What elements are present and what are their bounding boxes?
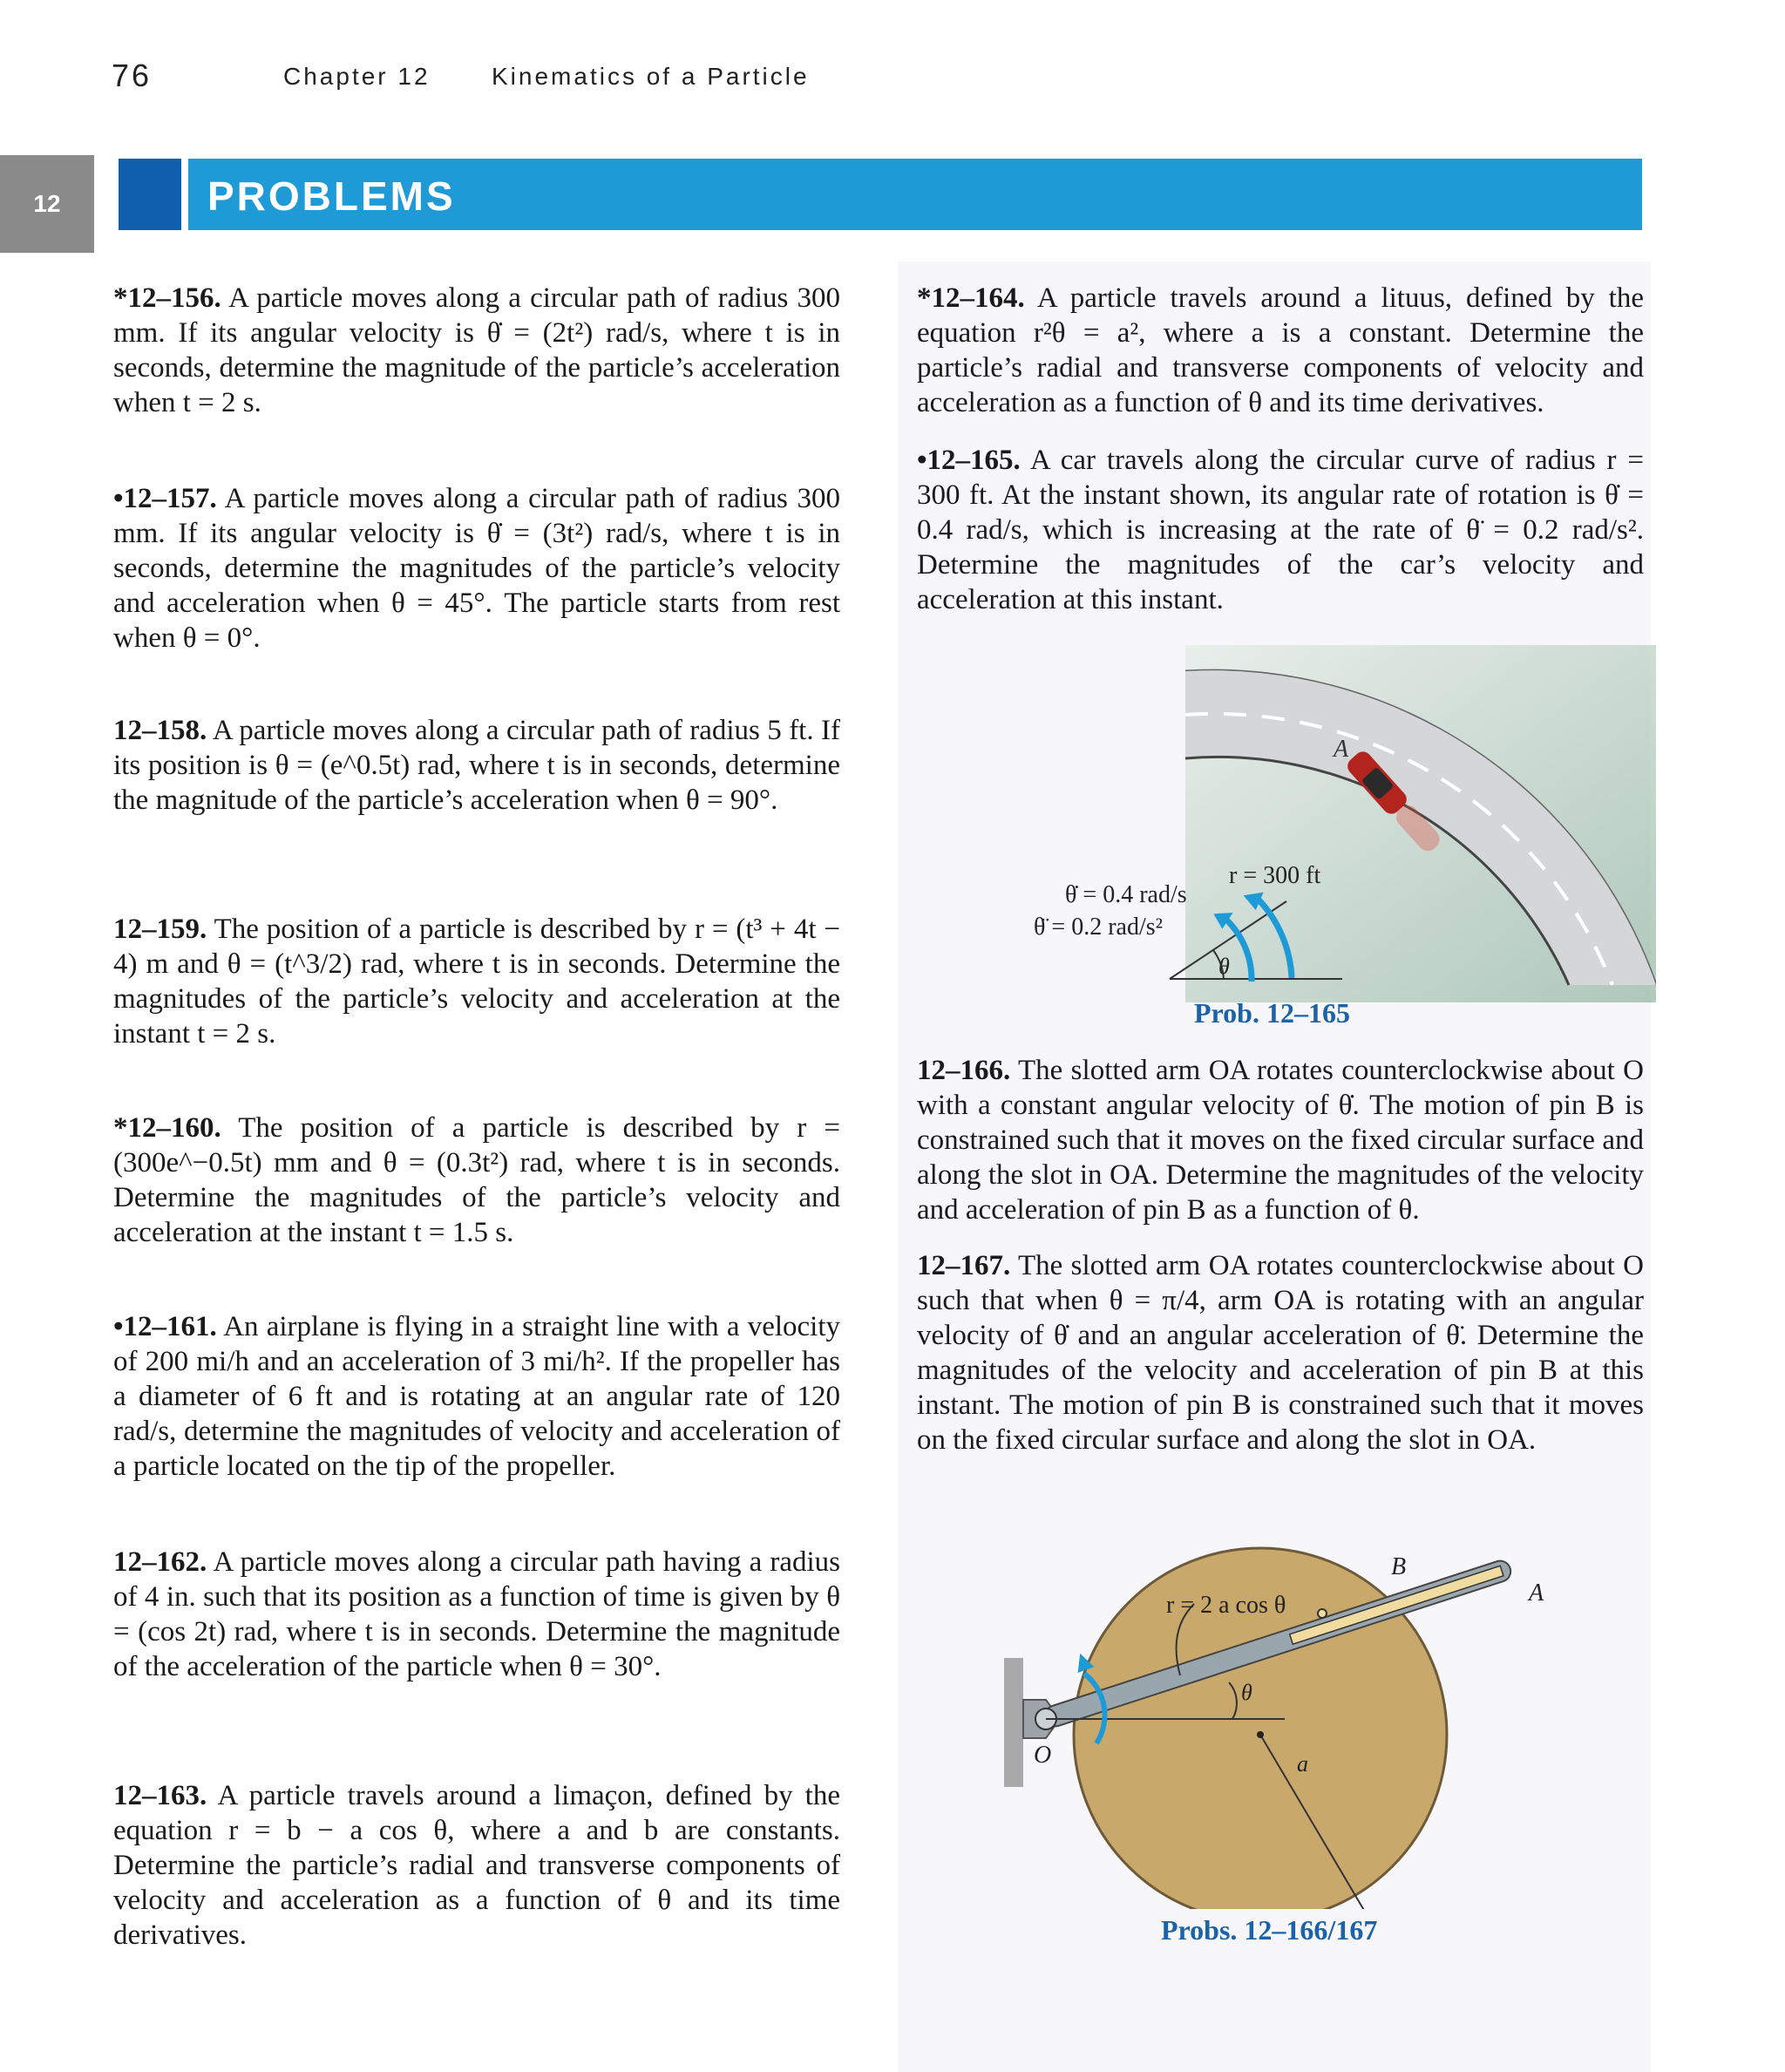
- label-radius: r = 300 ft: [1229, 862, 1321, 889]
- problem-text: A particle moves along a circular path of radius 300 mm. If its angular velocity is θ̇ = (2t²) rad/s, where t is in seconds, determine the magnitude of the particle’s acceleration when t = 2 s.: [113, 282, 840, 418]
- label-thetadot: θ̇ = 0.4 rad/s: [1065, 881, 1187, 908]
- pin-B: [1318, 1609, 1327, 1618]
- banner-accent: [119, 159, 181, 230]
- problem-text: An airplane is flying in a straight line with a velocity of 200 mi/h and an acceleration of 3 mi/h². If the propeller has a diameter of 6 ft and is rotating at an angular rate of 120 rad/s, determine the magnitudes of velocity and acceleration of a particle located on the tip of the propeller.: [113, 1311, 840, 1482]
- problem-12-159: [113, 912, 840, 1051]
- problem-12-156: [113, 281, 840, 420]
- problem-number: •12–165.: [917, 445, 1021, 476]
- label-thetaddot: θ̈ = 0.2 rad/s²: [1034, 914, 1164, 941]
- problem-number: •12–161.: [113, 1311, 217, 1342]
- label-A: A: [1529, 1579, 1544, 1607]
- label-theta: θ: [1218, 954, 1230, 979]
- figure-166-caption: Probs. 12–166/167: [1161, 1914, 1378, 1946]
- label-a: a: [1297, 1751, 1308, 1776]
- problem-12-158: [113, 713, 840, 818]
- problem-12-166: [917, 1053, 1644, 1227]
- problem-number: 12–167.: [917, 1250, 1011, 1281]
- figure-12-165: [1011, 636, 1656, 1002]
- problem-number: *12–156.: [113, 282, 221, 314]
- problem-12-165: [917, 443, 1644, 617]
- figure-165-caption: Prob. 12–165: [1194, 997, 1350, 1029]
- problem-text: The slotted arm OA rotates counterclockwise about O such that when θ = π/4, arm OA is rotating with an angular velocity of θ̇ and an angular acceleration of θ̈. Determine the magnitudes of the velocity and acceleration of pin B at this instant. The motion of pin B is constrained such that it moves on the fixed circular surface and along the slot in OA.: [917, 1250, 1644, 1456]
- problem-number: 12–159.: [113, 914, 207, 945]
- problem-text: A particle moves along a circular path of radius 300 mm. If its angular velocity is θ̇ = (3t²) rad/s, where t is in seconds, determine the magnitudes of the particle’s velocity and acceleration when θ = 45°. The particle starts from rest when θ = 0°.: [113, 483, 840, 654]
- wall-support: [1004, 1658, 1023, 1787]
- section-title: PROBLEMS: [207, 173, 456, 219]
- problem-number: 12–158.: [113, 715, 207, 746]
- disk-center: [1257, 1731, 1264, 1738]
- problem-text: The slotted arm OA rotates counterclockwise about O with a constant angular velocity of θ̇. The motion of pin B is constrained such that it moves on the fixed circular surface and along the slot in OA. Determine the magnitudes of the velocity and acceleration of pin B as a function of θ.: [917, 1055, 1644, 1226]
- problem-12-167: [917, 1248, 1644, 1457]
- label-B: B: [1391, 1553, 1407, 1580]
- figure-12-166-167: [994, 1525, 1551, 1909]
- problem-number: 12–162.: [113, 1546, 207, 1578]
- chapter-title: Kinematics of a Particle: [492, 63, 810, 90]
- problem-12-161: [113, 1309, 840, 1484]
- problem-number: 12–166.: [917, 1055, 1011, 1086]
- label-theta: θ: [1241, 1680, 1252, 1705]
- problem-12-160: [113, 1111, 840, 1250]
- problem-12-162: [113, 1545, 840, 1684]
- chapter-label: Chapter 12: [283, 63, 431, 90]
- problem-number: •12–157.: [113, 483, 217, 514]
- problem-text: A particle travels around a lituus, defined by the equation r²θ = a², where a is a constant. Determine the particle’s radial and transverse components of velocity and acceleration as a function of θ and its time derivatives.: [917, 282, 1644, 418]
- problem-text: The position of a particle is described by r = (300e^−0.5t) mm and θ = (0.3t²) rad, where t is in seconds. Determine the magnitudes of the particle’s velocity and acceleration at the instant t = 1.5 s.: [113, 1112, 840, 1248]
- label-r: r = 2 a cos θ: [1166, 1592, 1286, 1619]
- problem-text: A car travels along the circular curve of radius r = 300 ft. At the instant shown, its angular rate of rotation is θ̇ = 0.4 rad/s, which is increasing at the rate of θ̈ = 0.2 rad/s². Determine the magnitudes of the car’s velocity and acceleration at this instant.: [917, 445, 1644, 615]
- problem-12-164: [917, 281, 1644, 420]
- label-O: O: [1034, 1742, 1052, 1769]
- problem-text: A particle travels around a limaçon, defined by the equation r = b − a cos θ, where a and b are constants. Determine the particle’s radial and transverse components of velocity and acceleration as a function of θ and its time derivatives.: [113, 1780, 840, 1951]
- chapter-tab: 12: [0, 155, 94, 253]
- label-A: A: [1334, 736, 1349, 763]
- problem-number: *12–160.: [113, 1112, 221, 1144]
- problem-text: A particle moves along a circular path having a radius of 4 in. such that its position as a function of time is given by θ = (cos 2t) rad, where t is in seconds. Determine the magnitude of the acceleration of the particle when θ = 30°.: [113, 1546, 840, 1682]
- problem-12-157: [113, 481, 840, 656]
- problem-text: A particle moves along a circular path of radius 5 ft. If its position is θ = (e^0.5t) rad, where t is in seconds, determine the magnitude of the particle’s acceleration when θ = 90°.: [113, 715, 840, 816]
- problem-number: 12–163.: [113, 1780, 207, 1811]
- page-number: 76: [112, 58, 153, 93]
- problem-text: The position of a particle is described by r = (t³ + 4t − 4) m and θ = (t^3/2) rad, where t is in seconds. Determine the magnitudes of the particle’s velocity and acceleration at the instant t = 2 s.: [113, 914, 841, 1050]
- problem-number: *12–164.: [917, 282, 1025, 314]
- problem-12-163: [113, 1778, 840, 1953]
